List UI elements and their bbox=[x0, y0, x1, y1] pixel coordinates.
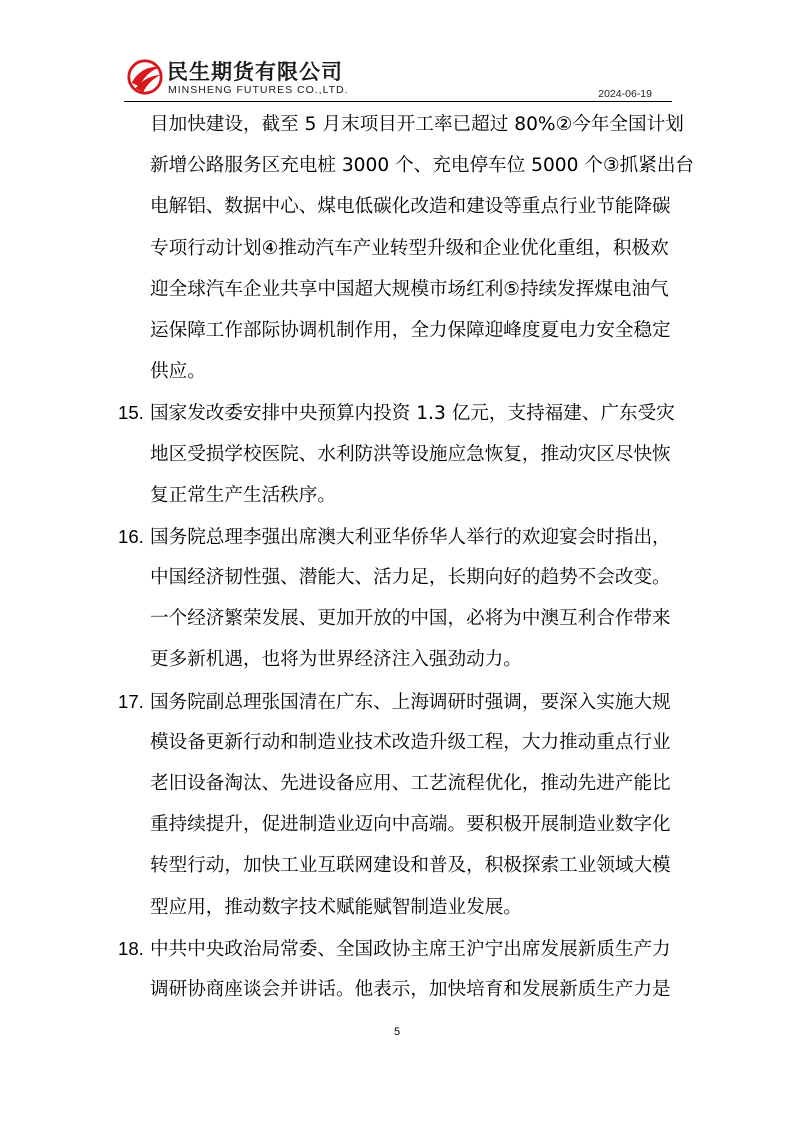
list-item-18 bbox=[118, 928, 678, 1010]
item-number: 17. bbox=[118, 690, 144, 712]
text-line: 更多新机遇，也将为世界经济注入强劲动力。 bbox=[150, 649, 522, 671]
text-line: 一个经济繁荣发展、更加开放的中国，必将为中澳互利合作带来 bbox=[150, 608, 671, 630]
list-item-17 bbox=[118, 681, 678, 928]
item-number: 15. bbox=[118, 402, 144, 424]
text-line: 模设备更新行动和制造业技术改造升级工程，大力推动重点行业 bbox=[150, 731, 671, 753]
item-number: 18. bbox=[118, 937, 144, 959]
text-line: 运保障工作部际协调机制作用，全力保障迎峰度夏电力安全稳定 bbox=[150, 319, 671, 341]
page-header bbox=[0, 0, 794, 104]
text-line: 电解铝、数据中心、煤电低碳化改造和建设等重点行业节能降碳 bbox=[150, 196, 671, 218]
company-name-cn: 民生期货有限公司 bbox=[167, 60, 343, 84]
text-line: 调研协商座谈会并讲话。他表示，加快培育和发展新质生产力是 bbox=[150, 978, 671, 1000]
company-name-en: MINSHENG FUTURES CO.,LTD. bbox=[168, 84, 349, 96]
list-item-15 bbox=[118, 392, 678, 516]
text-line: 中共中央政治局常委、全国政协主席王沪宁出席发展新质生产力 bbox=[150, 938, 671, 960]
document-body bbox=[118, 104, 695, 1010]
text-line: 专项行动计划④推动汽车产业转型升级和企业优化重组，积极欢 bbox=[150, 237, 669, 259]
text-line: 型应用，推动数字技术赋能赋智制造业发展。 bbox=[150, 896, 522, 918]
header-rule bbox=[124, 101, 672, 102]
continuation-paragraph bbox=[118, 104, 695, 392]
text-line: 新增公路服务区充电桩 3000 个、充电停车位 5000 个③抓紧出台 bbox=[150, 155, 695, 177]
text-line: 国务院副总理张国清在广东、上海调研时强调，要深入实施大规 bbox=[150, 691, 671, 713]
text-line: 目加快建设，截至 5 月末项目开工率已超过 80%②今年全国计划 bbox=[150, 114, 684, 135]
list-item-16 bbox=[118, 516, 678, 681]
minsheng-logo-icon bbox=[126, 58, 164, 96]
text-line: 老旧设备淘汰、先进设备应用、工艺流程优化，推动先进产能比 bbox=[150, 773, 671, 794]
text-line: 国家发改委安排中央预算内投资 1.3 亿元，支持福建、广东受灾 bbox=[150, 403, 675, 425]
text-line: 中国经济韧性强、潜能大、活力足，长期向好的趋势不会改变。 bbox=[150, 567, 671, 589]
text-line: 重持续提升，促进制造业迈向中高端。要积极开展制造业数字化 bbox=[150, 814, 671, 836]
page-number: 5 bbox=[393, 1026, 401, 1038]
text-line: 转型行动，加快工业互联网建设和普及，积极探索工业领域大模 bbox=[150, 855, 671, 877]
text-line: 复正常生产生活秩序。 bbox=[150, 484, 336, 506]
report-date: 2024-06-19 bbox=[598, 88, 652, 100]
text-line: 地区受损学校医院、水利防洪等设施应急恢复，推动灾区尽快恢 bbox=[150, 443, 671, 465]
text-line: 迎全球汽车企业共享中国超大规模市场红利⑤持续发挥煤电油气 bbox=[150, 278, 669, 300]
text-line: 供应。 bbox=[150, 361, 206, 383]
item-number: 16. bbox=[118, 525, 144, 547]
text-line: 国务院总理李强出席澳大利亚华侨华人举行的欢迎宴会时指出， bbox=[150, 526, 671, 548]
